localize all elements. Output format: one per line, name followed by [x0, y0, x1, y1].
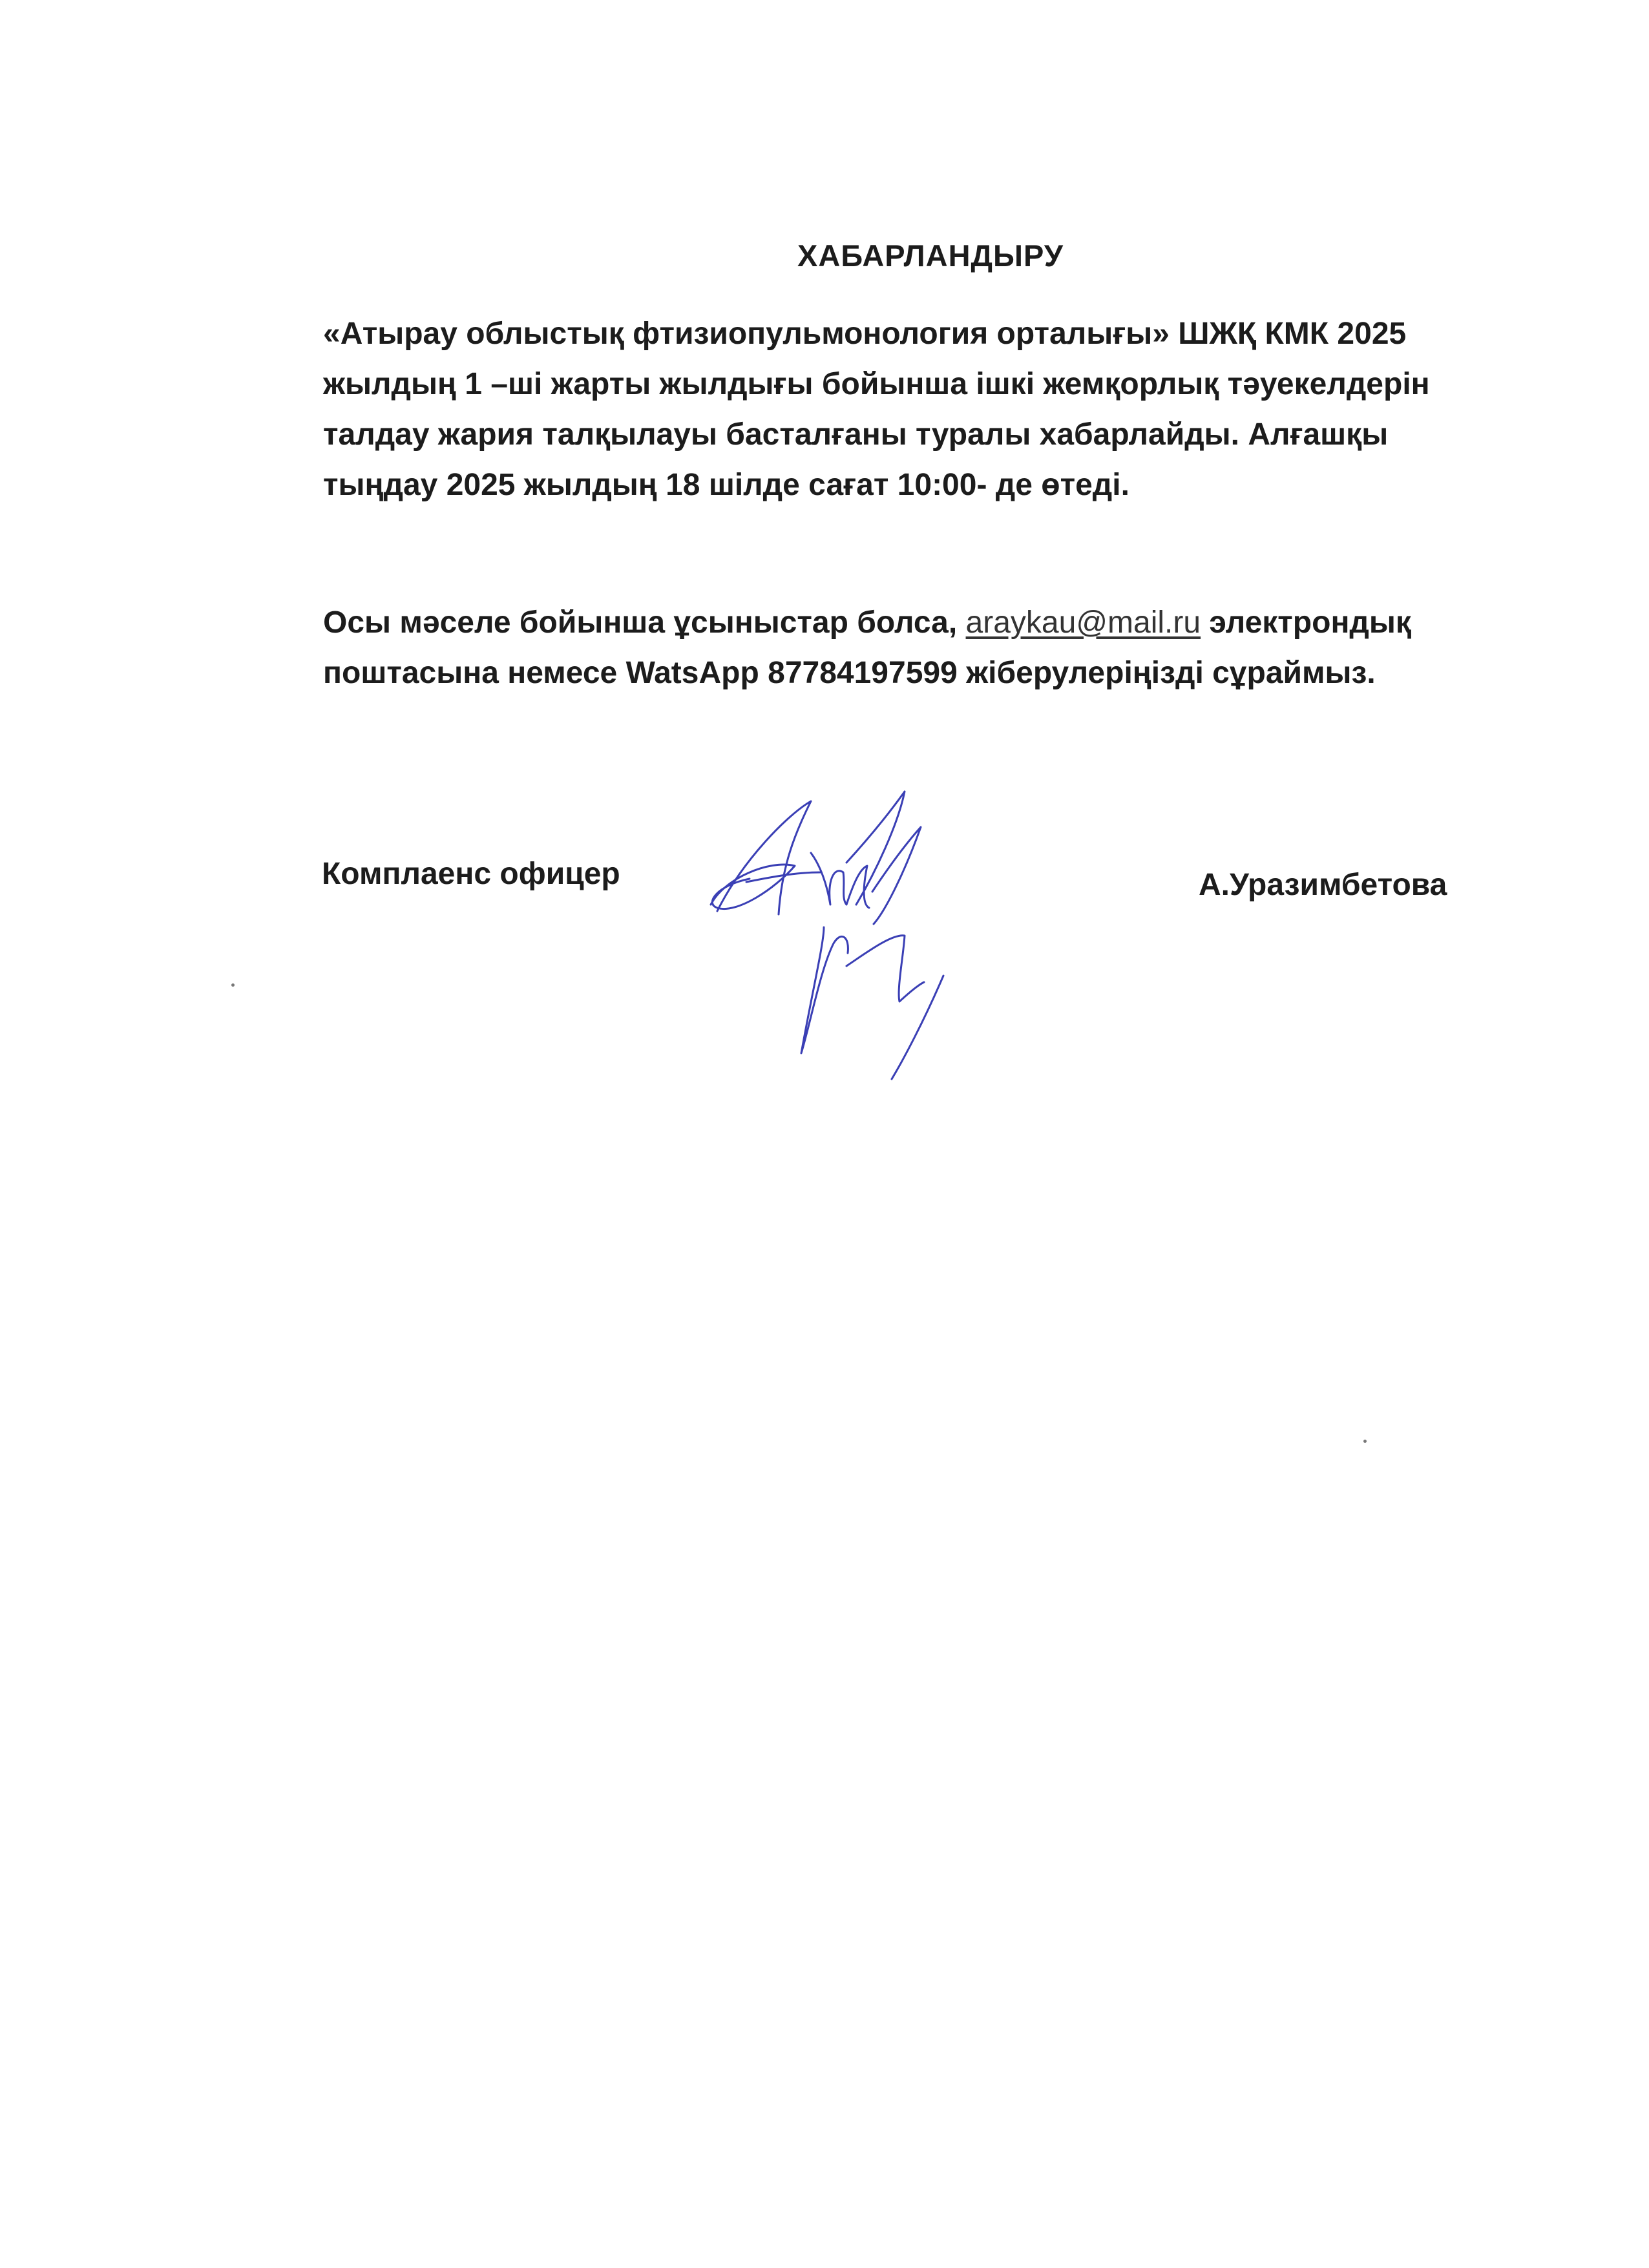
- contact-line-1: [323, 598, 1499, 648]
- signer-role: Комплаенс офицер: [322, 857, 620, 891]
- email-link[interactable]: araykau@mail.ru: [965, 605, 1201, 640]
- contact-text-after: электрондық: [1201, 605, 1411, 640]
- paragraph-line: «Атырау облыстық фтизиопульмонология орталығы» ШЖҚ КМК 2025: [323, 317, 1407, 351]
- announcement-paragraph: [323, 309, 1499, 510]
- paragraph-line: жылдың 1 –ші жарты жылдығы бойынша ішкі жемқорлық тәуекелдерін: [323, 367, 1430, 401]
- handwritten-signature: [698, 775, 1008, 1086]
- paragraph-line: тыңдау 2025 жылдың 18 шілде сағат 10:00- де өтеді.: [323, 468, 1129, 502]
- signer-name: А.Уразимбетова: [1199, 868, 1447, 902]
- contact-paragraph: [323, 598, 1499, 698]
- paragraph-line: талдау жария талқылауы басталғаны туралы хабарлайды. Алғашқы: [323, 417, 1389, 452]
- scan-speck: [1363, 1440, 1367, 1443]
- scan-speck: [231, 983, 235, 987]
- contact-text-before: Осы мәселе бойынша ұсыныстар болса,: [323, 605, 966, 640]
- contact-line-2: поштасына немесе WatsApp 87784197599 жіберулеріңізді сұраймыз.: [323, 656, 1376, 690]
- document-title: ХАБАРЛАНДЫРУ: [797, 238, 1064, 273]
